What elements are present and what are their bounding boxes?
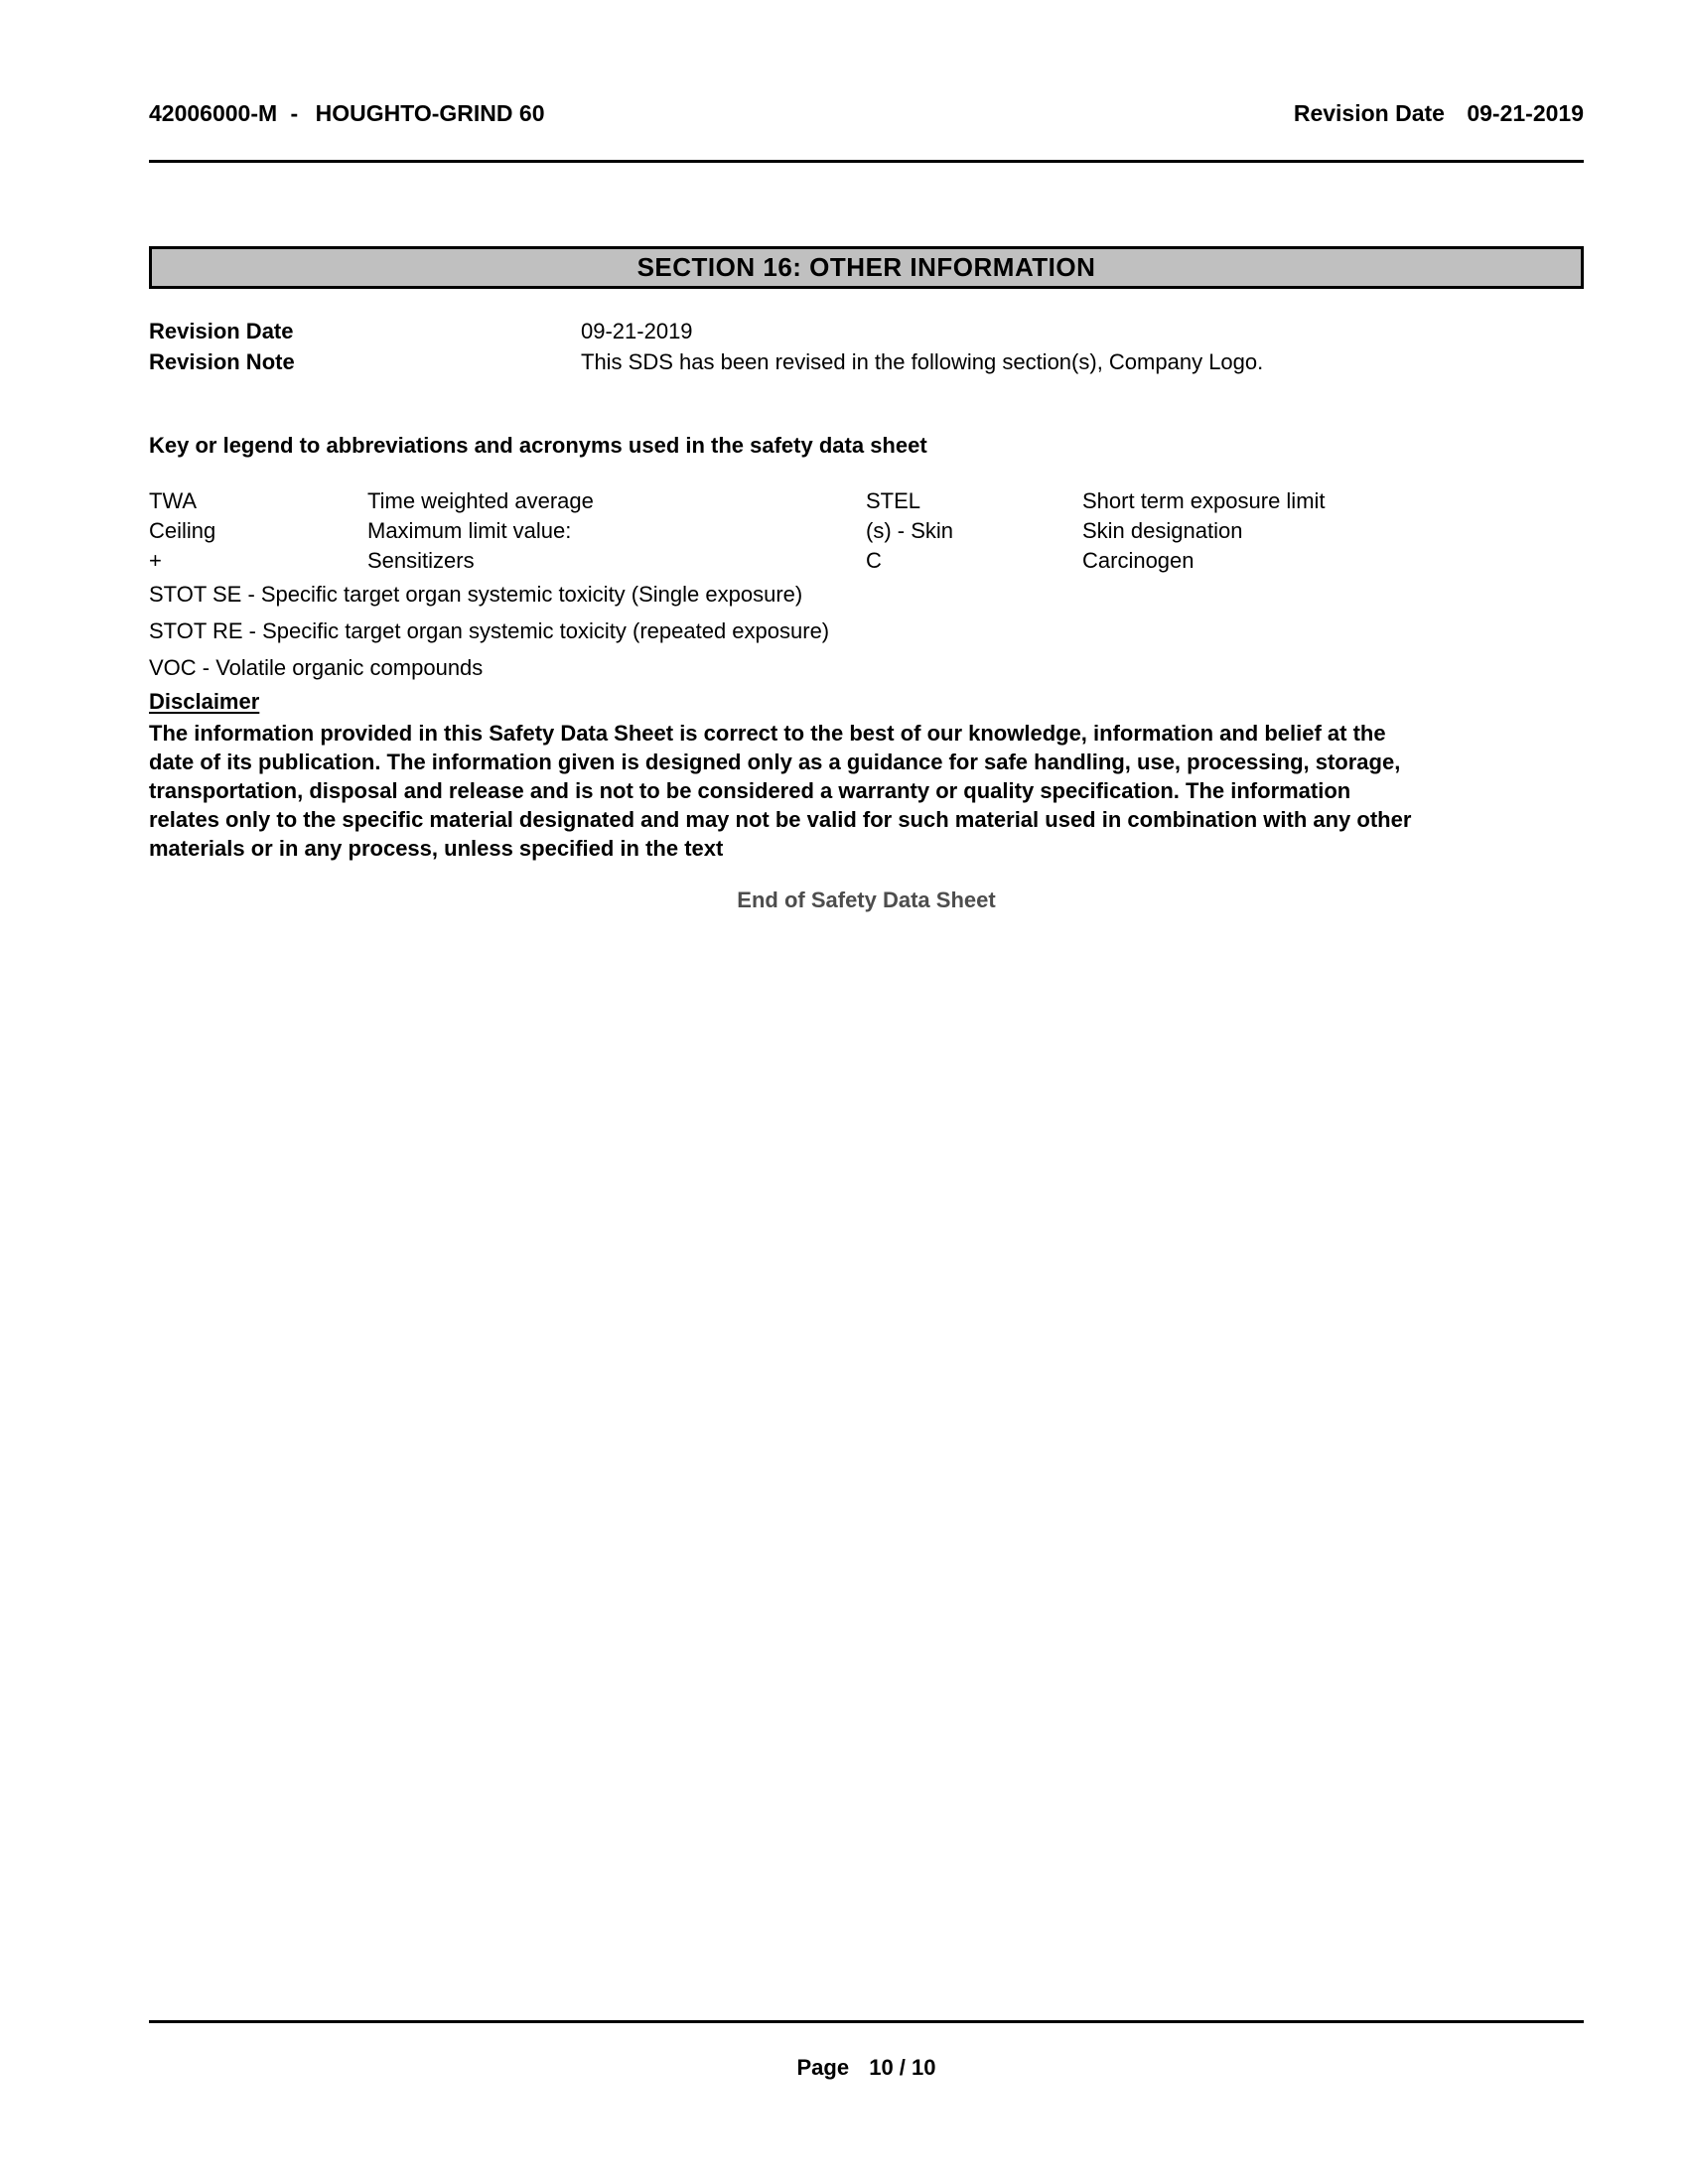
legend-voc-line: VOC - Volatile organic compounds	[149, 655, 484, 680]
footer-divider-line	[149, 2020, 1584, 2023]
page-label: Page	[796, 2055, 850, 2080]
disclaimer-line: The information provided in this Safety Data Sheet is correct to the best of our knowledge, information and belief at the	[149, 721, 1386, 746]
legend-heading: Key or legend to abbreviations and acronyms used in the safety data sheet	[149, 433, 927, 458]
document-header	[149, 100, 1584, 127]
legend-table	[149, 486, 1584, 576]
disclaimer-line: date of its publication. The information given is designed only as a guidance for safe handling, use, processing, storage,	[149, 750, 1401, 774]
legend-abbr: Ceiling	[149, 518, 216, 543]
revision-note-value: This SDS has been revised in the following section(s), Company Logo.	[581, 349, 1264, 374]
disclaimer-paragraph	[149, 719, 1584, 863]
legend-extra-lines	[149, 576, 1584, 686]
header-divider-line	[149, 160, 1584, 163]
header-revision-date-label: Revision Date	[1293, 100, 1445, 126]
legend-row	[149, 486, 1584, 516]
revision-date-value: 09-21-2019	[581, 319, 693, 343]
legend-definition: Time weighted average	[367, 488, 594, 513]
header-revision-date-value: 09-21-2019	[1467, 100, 1584, 126]
product-name: HOUGHTO-GRIND 60	[315, 100, 545, 126]
page-number-footer	[149, 2055, 1584, 2081]
product-separator: -	[290, 100, 299, 126]
legend-stot-re-line: STOT RE - Specific target organ systemic toxicity (repeated exposure)	[149, 618, 830, 643]
legend-abbr: TWA	[149, 488, 198, 513]
legend-stot-se-line: STOT SE - Specific target organ systemic toxicity (Single exposure)	[149, 582, 803, 607]
revision-date-label: Revision Date	[149, 319, 294, 343]
disclaimer-line: relates only to the specific material designated and may not be valid for such material used in combination with any other	[149, 807, 1412, 832]
disclaimer-line: materials or in any process, unless specified in the text	[149, 836, 724, 861]
disclaimer-heading: Disclaimer	[149, 689, 260, 714]
legend-abbr: (s) - Skin	[866, 518, 953, 543]
legend-definition: Skin designation	[1082, 518, 1243, 543]
disclaimer-line: transportation, disposal and release and is not to be considered a warranty or quality specification. The information	[149, 778, 1351, 803]
legend-definition: Maximum limit value:	[367, 518, 572, 543]
legend-definition: Sensitizers	[367, 548, 475, 573]
product-code: 42006000-M	[149, 100, 278, 126]
revision-note-row	[149, 346, 1584, 377]
revision-date-row	[149, 316, 1584, 346]
page-number-value: 10 / 10	[869, 2055, 936, 2080]
revision-note-label: Revision Note	[149, 349, 295, 374]
legend-definition: Short term exposure limit	[1082, 488, 1326, 513]
legend-abbr: STEL	[866, 488, 921, 513]
end-of-sds-note: End of Safety Data Sheet	[737, 887, 996, 912]
legend-abbr: +	[149, 548, 162, 573]
legend-abbr: C	[866, 548, 882, 573]
legend-row	[149, 516, 1584, 546]
section-16-title: SECTION 16: OTHER INFORMATION	[636, 252, 1096, 282]
header-revision-date	[1294, 100, 1584, 127]
product-identifier	[149, 100, 545, 127]
section-16-header-bar	[149, 246, 1584, 289]
legend-row	[149, 546, 1584, 576]
legend-definition: Carcinogen	[1082, 548, 1195, 573]
